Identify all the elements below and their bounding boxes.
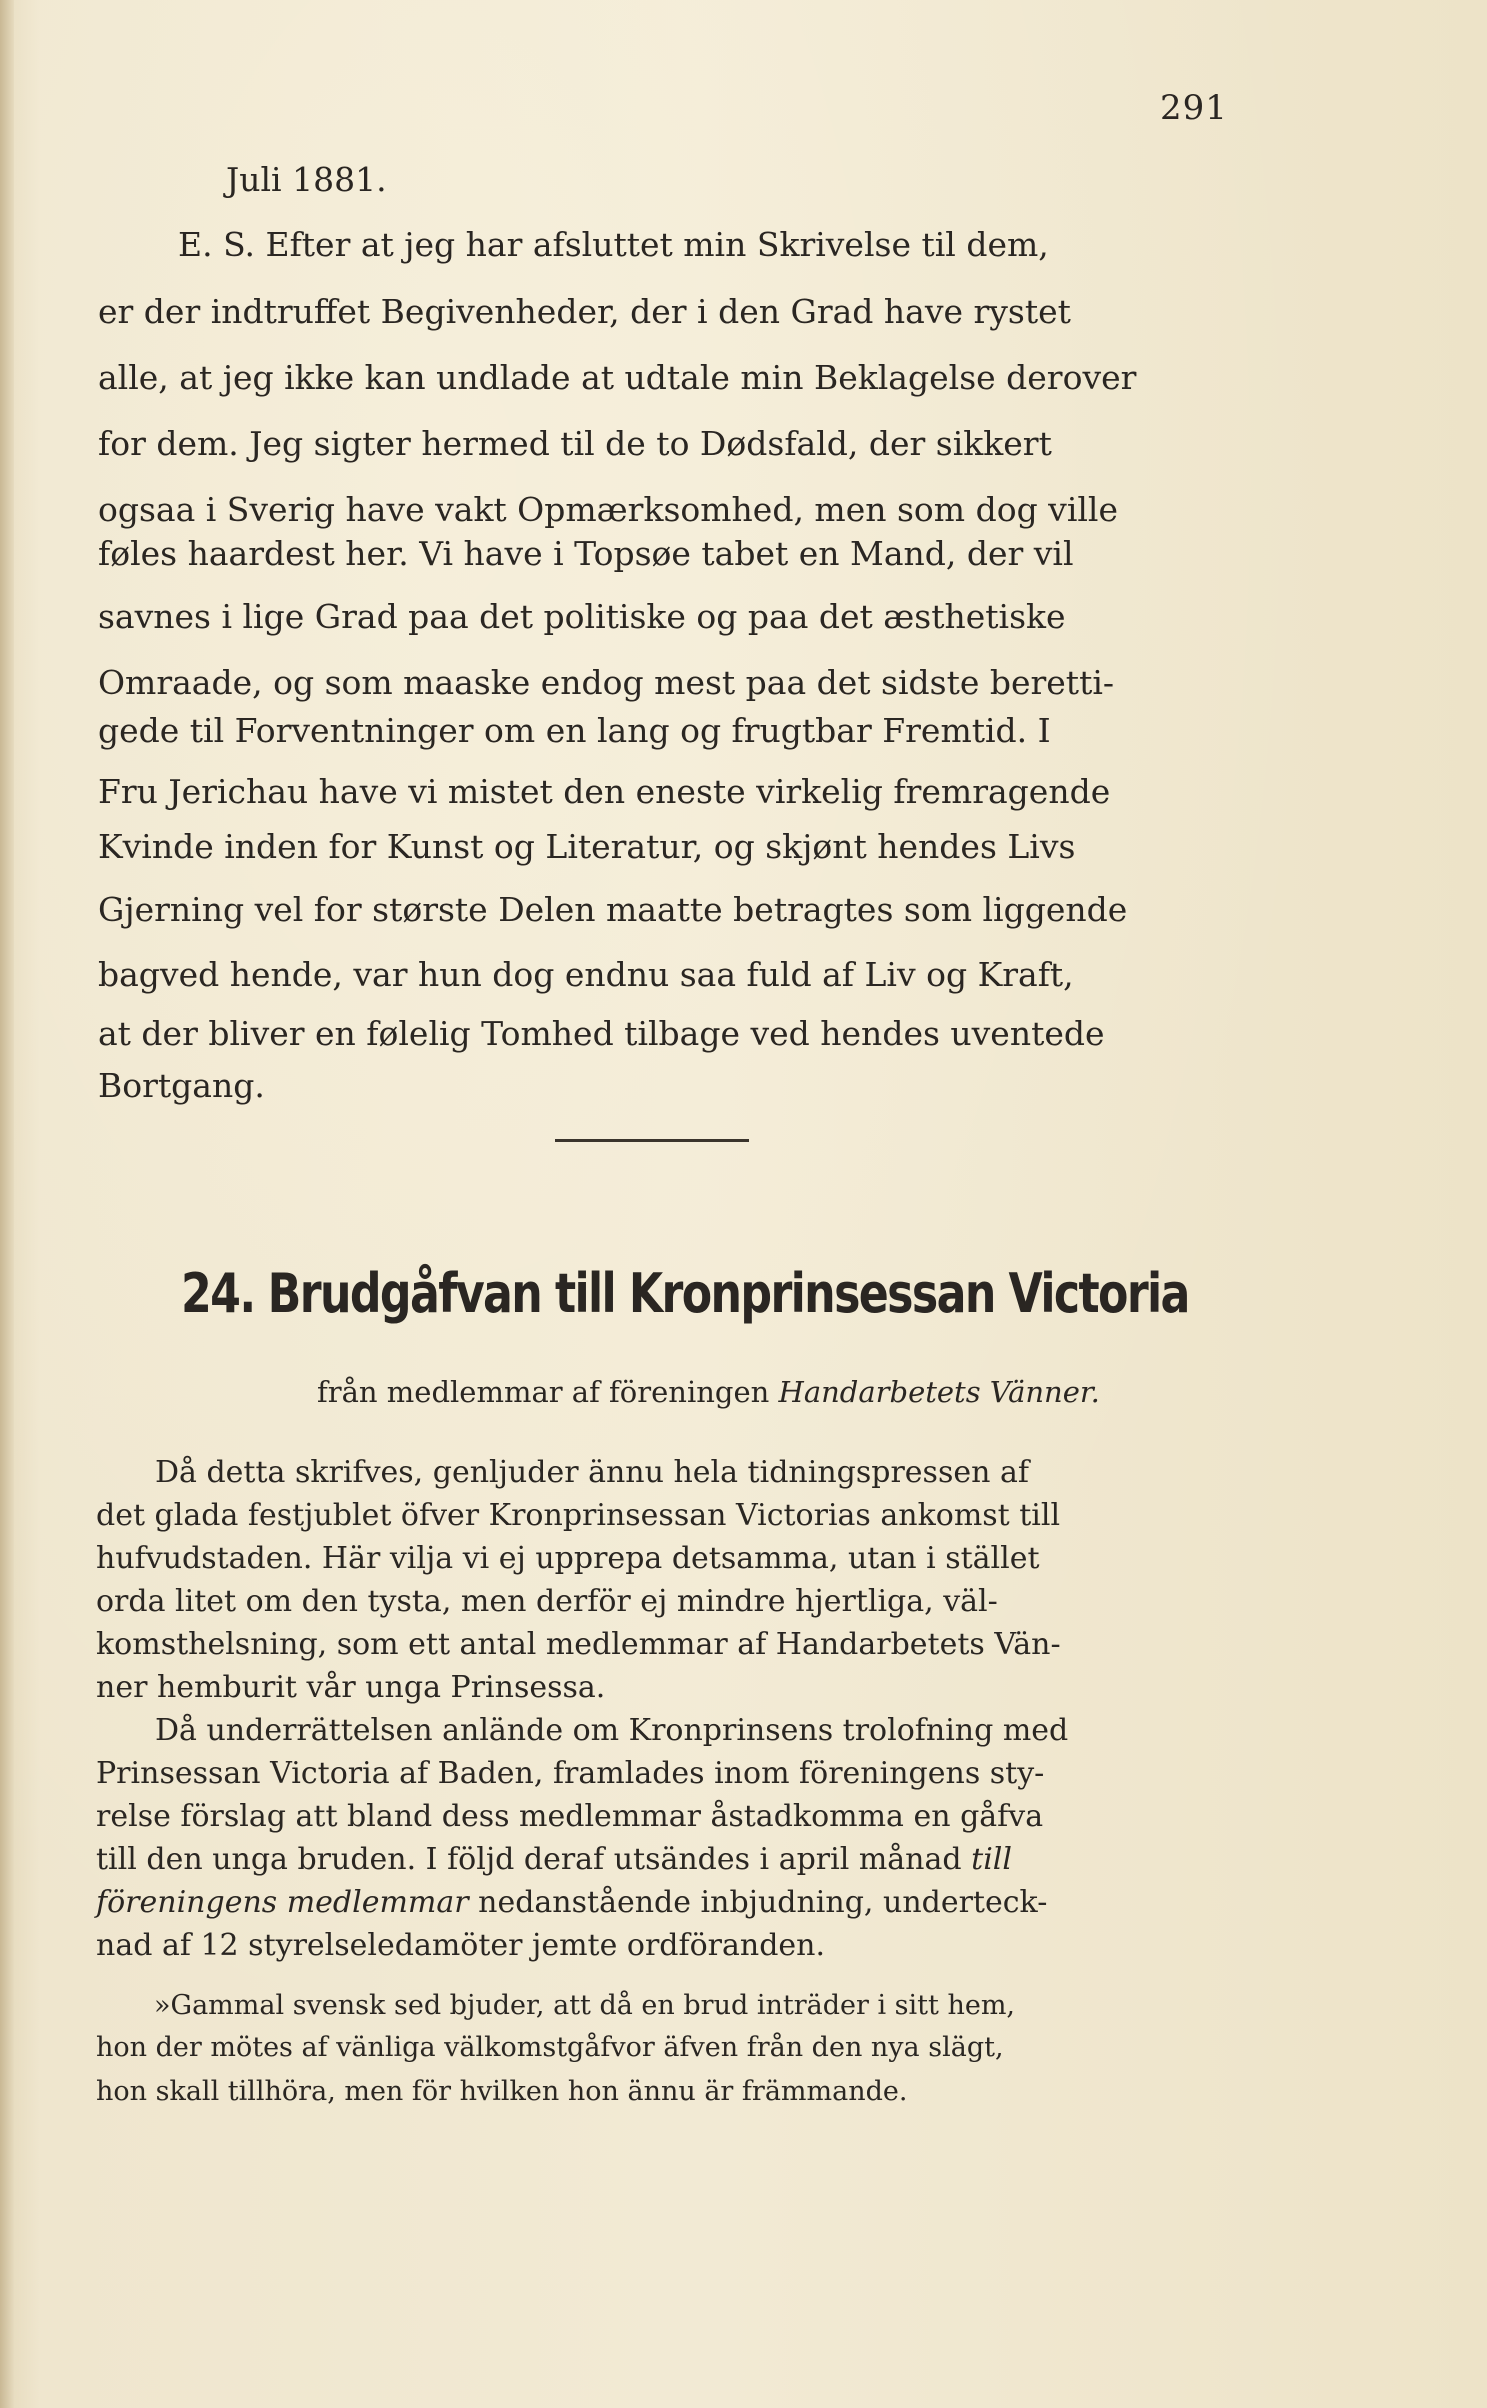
section-title: Brudgåfvan till Kronprinsessan Victoria xyxy=(267,1262,1189,1325)
section-number: 24. xyxy=(181,1262,255,1325)
letter-line: Kvinde inden for Kunst og Literatur, og skjønt hendes Livs xyxy=(98,827,1076,866)
letter-date: Juli 1881. xyxy=(226,160,387,199)
body-line: Då detta skrifves, genljuder ännu hela tidningspressen af xyxy=(155,1455,1029,1490)
letter-line: Gjerning vel for største Delen maatte betragtes som liggende xyxy=(98,890,1128,929)
body-line: ner hemburit vår unga Prinsessa. xyxy=(96,1670,606,1705)
body-line: nad af 12 styrelseledamöter jemte ordföranden. xyxy=(96,1928,826,1963)
body-line xyxy=(96,1842,1012,1878)
letter-line: E. S. Efter at jeg har afsluttet min Skrivelse til dem, xyxy=(178,225,1049,264)
letter-line: Fru Jerichau have vi mistet den eneste virkelig fremragende xyxy=(98,772,1111,811)
page-number: 291 xyxy=(1160,88,1228,128)
body-line xyxy=(96,1885,1047,1921)
quote-line: »Gammal svensk sed bjuder, att då en brud inträder i sitt hem, xyxy=(154,1990,1016,2021)
body-line: hufvudstaden. Här vilja vi ej upprepa detsamma, utan i stället xyxy=(96,1541,1040,1576)
letter-line: alle, at jeg ikke kan undlade at udtale min Beklagelse derover xyxy=(98,358,1137,397)
letter-line: at der bliver en følelig Tomhed tilbage ved hendes uventede xyxy=(98,1014,1105,1053)
letter-line: Omraade, og som maaske endog mest paa det sidste beretti- xyxy=(98,663,1115,702)
subtitle-society: Handarbetets Vänner. xyxy=(778,1375,1100,1409)
page-edge-shadow xyxy=(0,0,14,2408)
letter-line: ogsaa i Sverig have vakt Opmærksomhed, men som dog ville xyxy=(98,490,1119,529)
letter-line: for dem. Jeg sigter hermed til de to Dødsfald, der sikkert xyxy=(98,424,1052,463)
body-italic: till xyxy=(971,1842,1012,1877)
body-line: relse förslag att bland dess medlemmar åstadkomma en gåfva xyxy=(96,1799,1044,1834)
body-line: komsthelsning, som ett antal medlemmar af Handarbetets Vän- xyxy=(96,1627,1061,1662)
letter-line: gede til Forventninger om en lang og frugtbar Fremtid. I xyxy=(98,711,1051,750)
letter-line: savnes i lige Grad paa det politiske og paa det æsthetiske xyxy=(98,597,1066,636)
subtitle-prefix: från medlemmar af föreningen xyxy=(317,1375,770,1409)
quote-line: hon der mötes af vänliga välkomstgåfvor äfven från den nya slägt, xyxy=(96,2032,1004,2063)
body-line: Då underrättelsen anlände om Kronprinsens trolofning med xyxy=(155,1713,1069,1748)
body-text: till den unga bruden. I följd deraf utsändes i april månad xyxy=(96,1842,962,1877)
section-divider xyxy=(555,1139,749,1142)
body-line: Prinsessan Victoria af Baden, framlades inom föreningens sty- xyxy=(96,1756,1045,1791)
letter-line: Bortgang. xyxy=(98,1066,265,1105)
body-line: orda litet om den tysta, men derför ej mindre hjertliga, väl- xyxy=(96,1584,998,1619)
quote-line: hon skall tillhöra, men för hvilken hon ännu är främmande. xyxy=(96,2076,908,2107)
letter-line: er der indtruffet Begivenheder, der i den Grad have rystet xyxy=(98,292,1071,331)
body-line: det glada festjublet öfver Kronprinsessan Victorias ankomst till xyxy=(96,1498,1061,1533)
letter-line: føles haardest her. Vi have i Topsøe tabet en Mand, der vil xyxy=(98,534,1074,573)
section-heading xyxy=(181,1262,1189,1325)
body-italic: föreningens medlemmar xyxy=(96,1885,469,1920)
section-subtitle xyxy=(317,1375,1100,1409)
body-text: nedanstående inbjudning, underteck- xyxy=(478,1885,1048,1920)
letter-line: bagved hende, var hun dog endnu saa fuld af Liv og Kraft, xyxy=(98,955,1074,994)
